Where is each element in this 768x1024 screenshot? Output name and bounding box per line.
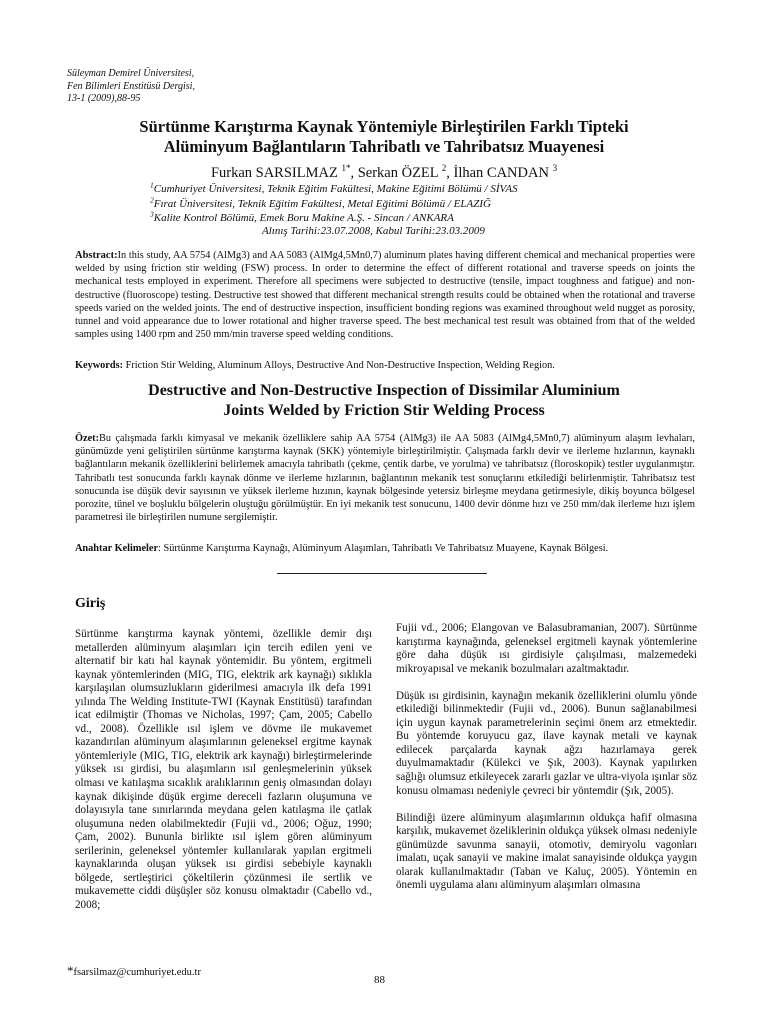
- keywords: [75, 359, 695, 372]
- journal-line-3: 13-1 (2009),88-95: [67, 93, 141, 104]
- turkish-title-line-1: Sürtünme Karıştırma Kaynak Yöntemiyle Birleştirilen Farklı Tipteki: [139, 117, 629, 136]
- turkish-title: [60, 117, 708, 157]
- abstract-text: In this study, AA 5754 (AlMg3) and AA 5083 (AlMg4,5Mn0,7) aluminum plates having different chemical and mechanical properties were welded by using friction stir welding (FSW) process. In order to determine the effect of different rotational and traverse speeds on joints the mechanical tests employed in experiment. Therefore all specimens were subjected to destructive (tensile, impact toughness and fatigue) and non-destructive (fluoroscope) testing. Destructive test showed that different mechanical strength results could be obtained when the rotational and traverse speeds varied on the welded joints. The end of destructive inspection, insufficient bonding regions was examined throughout weld nugget as porosity, tunnel and void appearance due to lower rotational and higher traverse speed. The best mechanical test result was obtained from that of the welded samples using 1400 rpm and 250 mm/min traverse speed welding conditions.: [75, 250, 695, 341]
- affiliation-2-marker: 2: [150, 194, 154, 204]
- author-2: Serkan ÖZEL: [357, 165, 439, 181]
- journal-info: [67, 68, 195, 106]
- affiliation-2: [150, 194, 518, 212]
- affiliation-1: [150, 182, 518, 197]
- abstract-label: Abstract:: [75, 250, 118, 261]
- ozet-label: Özet:: [75, 433, 100, 444]
- author-1: Furkan SARSILMAZ: [210, 165, 338, 181]
- journal-line-1: Süleyman Demirel Üniversitesi,: [67, 68, 195, 79]
- keywords-label: Keywords:: [75, 360, 124, 371]
- left-column: [75, 628, 372, 926]
- author-3-marker: 3: [552, 163, 558, 174]
- corresponding-author-footnote: [67, 963, 201, 979]
- affiliation-1-text: Cumhuriyet Üniversitesi, Teknik Eğitim Fakültesi, Makine Eğitimi Bölümü / SİVAS: [153, 183, 518, 195]
- english-title-line-2: Joints Welded by Friction Stir Welding Process: [223, 402, 545, 419]
- turkish-keywords: [75, 542, 695, 555]
- right-paragraph-2: Düşük ısı girdisinin, kaynağın mekanik özelliklerini olumlu yönde etkilediği bilinmektedir (Fujii vd., 2006). Bunun sağlanabilmesi için uygun kaynak parametrelerinin seçimi önem arz etmektedir. Bu yöntemde koruyucu gaz, ilave kaynak metali ve kaynak edilecek parçalarda kaynak ağzı hazırlamaya gerek duyulmamaktadır (Külekci ve Şık, 2003). Kaynak yapılırken sağlığı olumsuz etkileyecek zararlı gazlar ve ultra-viyola ışınlar söz konusu olmaması nedeniyle çevreci bir yöntemdir (Şık, 2005).: [396, 689, 697, 797]
- english-title: [60, 381, 708, 421]
- affiliation-3-marker: 3: [150, 209, 154, 219]
- anahtar-text: : Sürtünme Karıştırma Kaynağı, Alüminyum Alaşımları, Tahribatlı Ve Tahribatsız Muayene, Kaynak Bölgesi.: [158, 543, 609, 554]
- footnote-email: fsarsilmaz@cumhuriyet.edu.tr: [73, 967, 201, 978]
- left-paragraph-1: Sürtünme karıştırma kaynak yöntemi, özellikle demir dışı metallerden alüminyum alaşımları için tercih edilen yeni ve alternatif bir katı hal kaynak yöntemidir. Bu yöntem, ergitmeli kaynak yöntemlerinden (MIG, TIG, elektrik ark kaynağı) sıklıkla karşılaşılan olumsuzlukların giderilmesi amacıyla ilk defa 1991 yılında The Welding Institute-TWI (Kaynak Enstitüsü) tarafından icat edilmiştir (Thomas ve Nicholas, 1997; Çam, 2005; Cabello vd., 2008). Özellikle ısıl işlem ve dövme ile mukavemet kazandırılan alüminyum alaşımlarının geleneksel ergitme kaynak yöntemleriyle (MIG, TIG, elektrik ark kaynağı) birleştirmelerinde yüksek ısı girdisi, bu alaşımların ısıl genleşmelerinin yüksek olması ve katılaşma sıcaklık aralıklarının geniş olmasından dolayı kaynak dikişinde düşük ergime dereceli fazların oluşumuna ve dolayısıyla tane sınırlarında meydana gelen katılaşma ile çatlak oluşumuna neden olabilmektedir (Fujii vd., 2006; Oğuz, 1990; Çam, 2002). Bununla birlikte ısıl işlem gören alüminyum serilerinin, geleneksel yöntemler kullanılarak yapılan ergitmeli kaynaklarında oluşan yüksek ısı girdisi sebebiyle kaynaklı bölgede, sertleştirici çökeltilerin çözünmesi ile sertlik ve mukavemette ciddi düşüşler söz konusu olmaktadır (Cabello vd., 2008;: [75, 628, 372, 911]
- affiliations: [150, 182, 518, 226]
- right-column: [396, 622, 697, 906]
- affiliation-1-marker: 1: [150, 180, 154, 190]
- author-3: İlhan CANDAN: [453, 165, 549, 181]
- author-2-marker: 2: [441, 163, 447, 174]
- right-paragraph-1: Fujii vd., 2006; Elangovan ve Balasubramanian, 2007). Sürtünme karıştırma kaynağında, geleneksel ergitmeli kaynak yöntemlerine göre daha düşük ısı girdisiyle çalışılması, malzemedeki mikroyapısal ve mekanik bozulmaları azaltmaktadır.: [396, 622, 697, 675]
- turkish-abstract: [75, 432, 695, 524]
- anahtar-label: Anahtar Kelimeler: [75, 543, 159, 554]
- keywords-text: Friction Stir Welding, Aluminum Alloys, Destructive And Non-Destructive Inspection, Welding Region.: [123, 360, 555, 371]
- ozet-text: Bu çalışmada farklı kimyasal ve mekanik özelliklere sahip AA 5754 (AlMg3) ile AA 5083 (AlMg4,5Mn0,7) alüminyum alaşım levhaları, günümüzde yeni geliştirilen sürtünme karıştırma kaynak (SKK) yöntemiyle birleştirilmiştir. Çalışmada farklı devir ve ilerleme hızlarının, kaynaklı bağlantıların mekanik özelliklerini belirlemek amacıyla tahribatlı (çekme, çentik darbe, ve yorulma) ve tahribatsız (floroskopik) testler uygulanmıştır. Tahribatlı test sonucunda farklı kaynak dönme ve ilerleme hızlarının, bağlantının mekanik test sonuçlarını etkilediği belirlenmiştir. Tahribatsız test sonucunda ise düşük devir sayısının ve yüksek ilerleme hızının, kaynak bölgesinde yetersiz birleşme meydana getirmesiyle, dikiş boyunca bölgesel porozite, tünel ve boşluklu bölgelerin oluştuğu görülmüştür. En iyi mekanik test sonucunu, 1400 devir dönme hızı ve 250 mm/dak ilerleme hızı işlem parametresi ile birleştirilen numune sergilemiştir.: [75, 433, 695, 524]
- section-heading-giris: Giriş: [75, 596, 106, 611]
- english-title-line-1: Destructive and Non-Destructive Inspection of Dissimilar Aluminium: [148, 382, 620, 399]
- page-number: 88: [374, 974, 385, 986]
- journal-line-2: Fen Bilimleri Enstitüsü Dergisi,: [67, 80, 195, 92]
- author-1-marker: 1*: [341, 163, 351, 174]
- abstract: [75, 249, 695, 341]
- right-paragraph-3: Bilindiği üzere alüminyum alaşımlarının oldukça hafif olmasına karşılık, mukavemet özeliklerinin oldukça yüksek olması nedeniyle günümüzde savunma sanayii, otomotiv, demiryolu vagonları imalatı, uçak sanayii ve makine imalat sanayisinde oldukça yaygın olarak kullanılmaktadır (Taban ve Kaluç, 2005). Yöntemin en önemli uygulama alanı alüminyum alaşımları olmasına: [396, 811, 697, 892]
- affiliation-2-text: Fırat Üniversitesi, Teknik Eğitim Fakültesi, Metal Eğitimi Bölümü / ELAZIĞ: [153, 197, 491, 210]
- affiliation-3-text: Kalite Kontrol Bölümü, Emek Boru Makine A.Ş. - Sincan / ANKARA: [153, 212, 454, 224]
- affiliation-3: [150, 211, 518, 226]
- received-accepted-dates: Alınış Tarihi:23.07.2008, Kabul Tarihi:23.03.2009: [262, 225, 485, 237]
- turkish-title-line-2: Alüminyum Bağlantıların Tahribatlı ve Tahribatsız Muayenesi: [163, 137, 605, 156]
- footnote-star: *: [67, 963, 74, 978]
- section-divider: [277, 573, 487, 574]
- author-list: Furkan SARSILMAZ $^{1*}$, Serkan ÖZEL $^2$, İlhan CANDAN $^3$: [210, 163, 558, 181]
